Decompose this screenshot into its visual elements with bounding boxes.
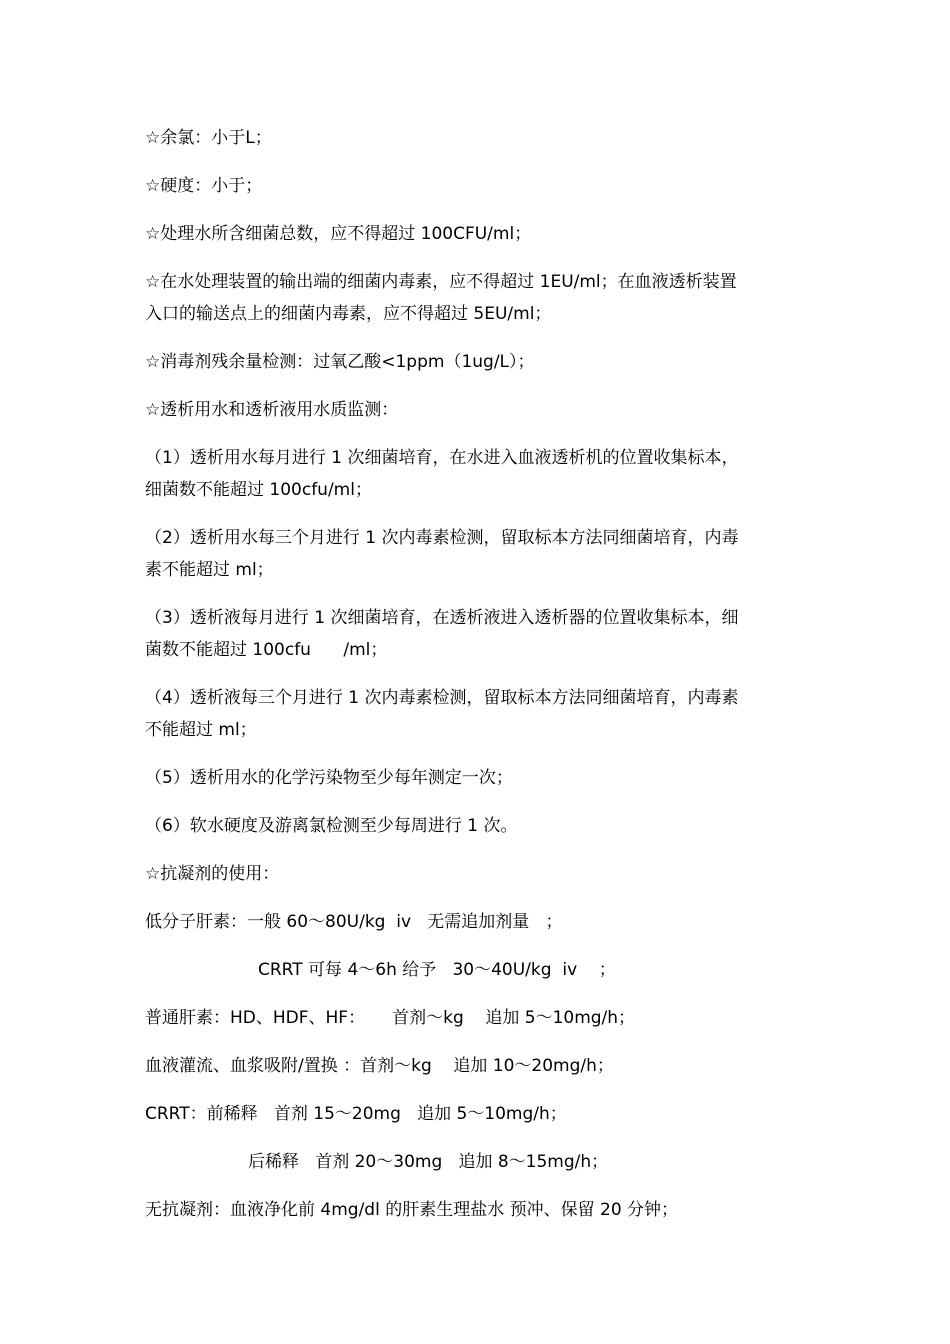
text-line-item4-a: （4）透析液每三个月进行 1 次内毒素检测，留取标本方法同细菌培育，内毒素 bbox=[145, 688, 739, 708]
text-line-item2-b: 素不能超过 ml； bbox=[145, 560, 274, 580]
text-line-item2-a: （2）透析用水每三个月进行 1 次内毒素检测，留取标本方法同细菌培育，内毒 bbox=[145, 528, 739, 548]
text-line-anticoagulant-heading: ☆抗凝剂的使用： bbox=[145, 864, 280, 884]
text-line-water-monitoring-heading: ☆透析用水和透析液用水质监测： bbox=[145, 400, 399, 420]
text-line-crrt-predilution: CRRT：前稀释 首剂 15～20mg 追加 5～10mg/h； bbox=[145, 1104, 567, 1124]
text-line-item4-b: 不能超过 ml； bbox=[145, 720, 257, 740]
text-line-item6: （6）软水硬度及游离氯检测至少每周进行 1 次。 bbox=[145, 816, 518, 836]
text-line-no-anticoagulant: 无抗凝剂：血液净化前 4mg/dl 的肝素生理盐水 预冲、保留 20 分钟； bbox=[145, 1200, 679, 1220]
text-line-bacteria-total: ☆处理水所含细菌总数，应不得超过 100CFU/ml； bbox=[145, 224, 532, 244]
text-line-endotoxin-2: 入口的输送点上的细菌内毒素，应不得超过 5EU/ml； bbox=[145, 304, 552, 324]
text-line-hardness: ☆硬度：小于； bbox=[145, 176, 263, 196]
text-line-hemoperfusion: 血液灌流、血浆吸附/置换 ：首剂～kg 追加 10～20mg/h； bbox=[145, 1056, 614, 1076]
text-line-item1-b: 细菌数不能超过 100cfu/ml； bbox=[145, 480, 372, 500]
text-line-lmwh: 低分子肝素：一般 60～80U/kg iv 无需追加剂量 ； bbox=[145, 912, 563, 932]
text-line-lmwh-crrt: CRRT 可每 4～6h 给予 30～40U/kg iv ； bbox=[258, 960, 616, 980]
text-line-item3-a: （3）透析液每月进行 1 次细菌培育，在透析液进入透析器的位置收集标本，细 bbox=[145, 608, 739, 628]
text-line-item5: （5）透析用水的化学污染物至少每年测定一次； bbox=[145, 768, 513, 788]
text-line-item3-b: 菌数不能超过 100cfu /ml； bbox=[145, 640, 388, 660]
text-line-heparin: 普通肝素：HD、HDF、HF： 首剂～kg 追加 5～10mg/h； bbox=[145, 1008, 636, 1028]
text-line-residual-chlorine: ☆余氯：小于L； bbox=[145, 128, 272, 148]
text-line-item1-a: （1）透析用水每月进行 1 次细菌培育，在水进入血液透析机的位置收集标本， bbox=[145, 448, 739, 468]
text-line-endotoxin-1: ☆在水处理装置的输出端的细菌内毒素，应不得超过 1EU/ml；在血液透析装置 bbox=[145, 272, 737, 292]
text-line-crrt-postdilution: 后稀释 首剂 20～30mg 追加 8～15mg/h； bbox=[248, 1152, 609, 1172]
text-line-disinfectant: ☆消毒剂残余量检测：过氧乙酸<1ppm（1ug/L）； bbox=[145, 352, 535, 372]
